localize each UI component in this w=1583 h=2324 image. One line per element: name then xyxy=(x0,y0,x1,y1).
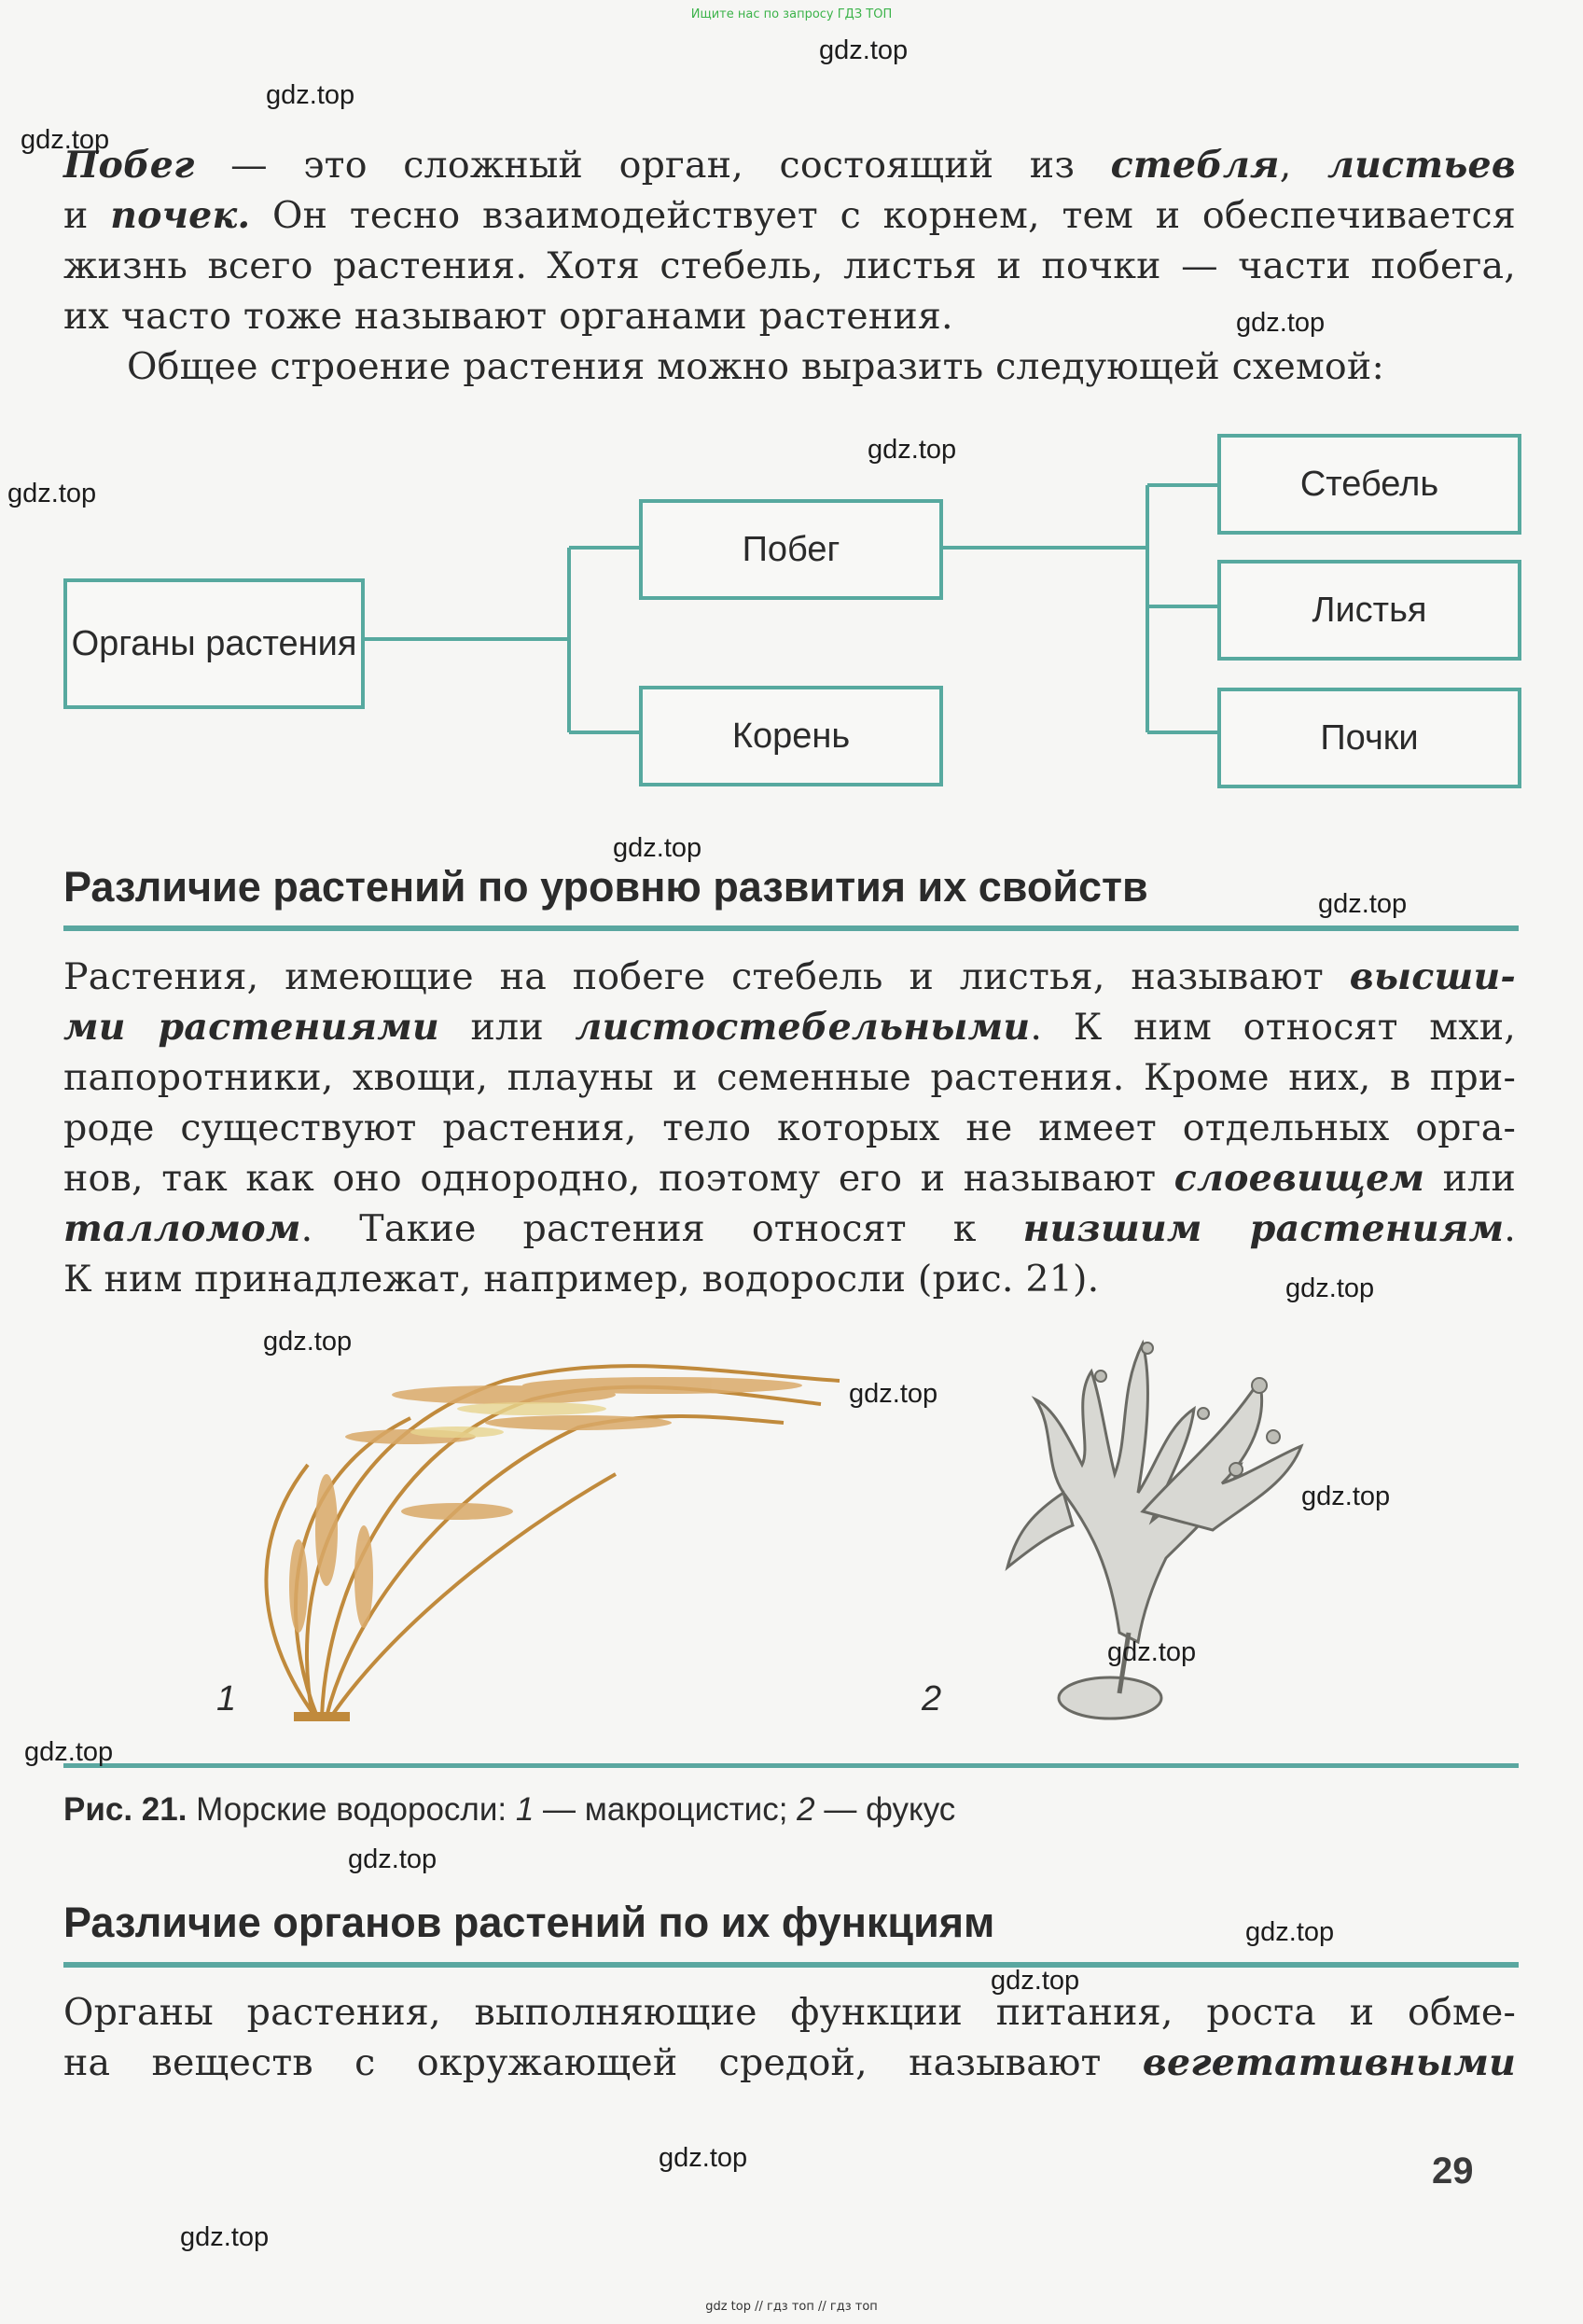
top-banner[interactable]: Ищите нас по запросу ГДЗ ТОП xyxy=(690,7,893,21)
watermark: gdz.top xyxy=(348,1844,437,1874)
bottom-banner[interactable]: gdz top // гдз топ // гдз топ xyxy=(705,2300,878,2314)
watermark: gdz.top xyxy=(24,1737,114,1767)
figure-rule xyxy=(63,1763,1519,1768)
s1-line-4: роде существуют растения, тело которых не имеет отдельных орга- xyxy=(63,1106,1516,1149)
watermark: gdz.top xyxy=(849,1379,938,1409)
watermark: gdz.top xyxy=(1236,308,1326,338)
scheme-box-buds: Почки xyxy=(1217,688,1521,788)
watermark: gdz.top xyxy=(1285,1273,1375,1303)
figure-label-2: 2 xyxy=(922,1679,942,1719)
watermark: gdz.top xyxy=(613,833,702,863)
intro-line-3: жизнь всего растения. Хотя стебель, листья и почки — части побега, xyxy=(63,244,1516,287)
section2-paragraph xyxy=(63,1987,1516,2088)
intro-line-4: их часто тоже называют органами растения. xyxy=(63,295,953,338)
term-leaves: листьев xyxy=(1326,144,1516,187)
watermark: gdz.top xyxy=(180,2222,270,2252)
term-buds: почек. xyxy=(110,194,251,237)
scheme-box-root: Корень xyxy=(639,686,943,786)
watermark: gdz.top xyxy=(1107,1637,1197,1667)
watermark: gdz.top xyxy=(1245,1917,1335,1947)
watermark: gdz.top xyxy=(263,1327,353,1357)
intro-line-2: и почек. Он тесно взаимодействует с корнем, тем и обеспечивается xyxy=(63,194,1516,237)
s1-line-6: талломом. Такие растения относят к низшим растениям. xyxy=(63,1207,1517,1250)
s1-line-3: папоротники, хвощи, плауны и семенные растения. Кроме них, в при- xyxy=(63,1056,1516,1099)
figure-label-1: 1 xyxy=(216,1679,237,1719)
macrocystis-illustration xyxy=(224,1343,877,1754)
section-heading-development: Различие растений по уровню развития их свойств xyxy=(63,863,1148,911)
s1-line-7: К ним принадлежат, например, водоросли (рис. 21). xyxy=(63,1258,1100,1301)
watermark: gdz.top xyxy=(819,35,909,65)
scheme-box-shoot: Побег xyxy=(639,499,943,600)
watermark: gdz.top xyxy=(868,435,957,465)
section1-paragraph xyxy=(63,952,1516,1304)
intro-line-5: Общее строение растения можно выразить следующей схемой: xyxy=(127,345,1384,388)
heading-rule xyxy=(63,925,1519,931)
watermark: gdz.top xyxy=(21,125,110,155)
figure-caption: Рис. 21. Морские водоросли: 1 — макроцистис; 2 — фукус xyxy=(63,1791,956,1828)
intro-line-1: Побег — это сложный орган, состоящий из стебля, листьев xyxy=(63,144,1516,187)
s1-line-1: Растения, имеющие на побеге стебель и листья, называют высши- xyxy=(63,955,1516,998)
watermark: gdz.top xyxy=(659,2143,748,2173)
scheme-box-leaves: Листья xyxy=(1217,560,1521,661)
watermark: gdz.top xyxy=(991,1966,1080,1996)
term-shoot: Побег xyxy=(63,144,195,187)
scheme-box-stem: Стебель xyxy=(1217,434,1521,535)
watermark: gdz.top xyxy=(7,479,97,508)
s1-line-2: ми растениями или листостебельными. К ним относят мхи, xyxy=(63,1006,1516,1049)
scheme-box-plant-organs: Органы растения xyxy=(63,578,365,709)
s1-line-5: нов, так как оно однородно, поэтому его и называют слоевищем или xyxy=(63,1157,1516,1200)
watermark: gdz.top xyxy=(1318,889,1408,919)
term-stem: стебля xyxy=(1110,144,1280,187)
page-number: 29 xyxy=(1432,2150,1474,2192)
s2-line-1: Органы растения, выполняющие функции питания, роста и обме- xyxy=(63,1991,1516,2034)
s2-line-2: на веществ с окружающей средой, называют вегетативными xyxy=(63,2041,1516,2084)
heading-rule-2 xyxy=(63,1962,1519,1968)
section-heading-functions: Различие органов растений по их функциям xyxy=(63,1899,995,1946)
watermark: gdz.top xyxy=(266,80,355,110)
watermark: gdz.top xyxy=(1301,1482,1391,1511)
